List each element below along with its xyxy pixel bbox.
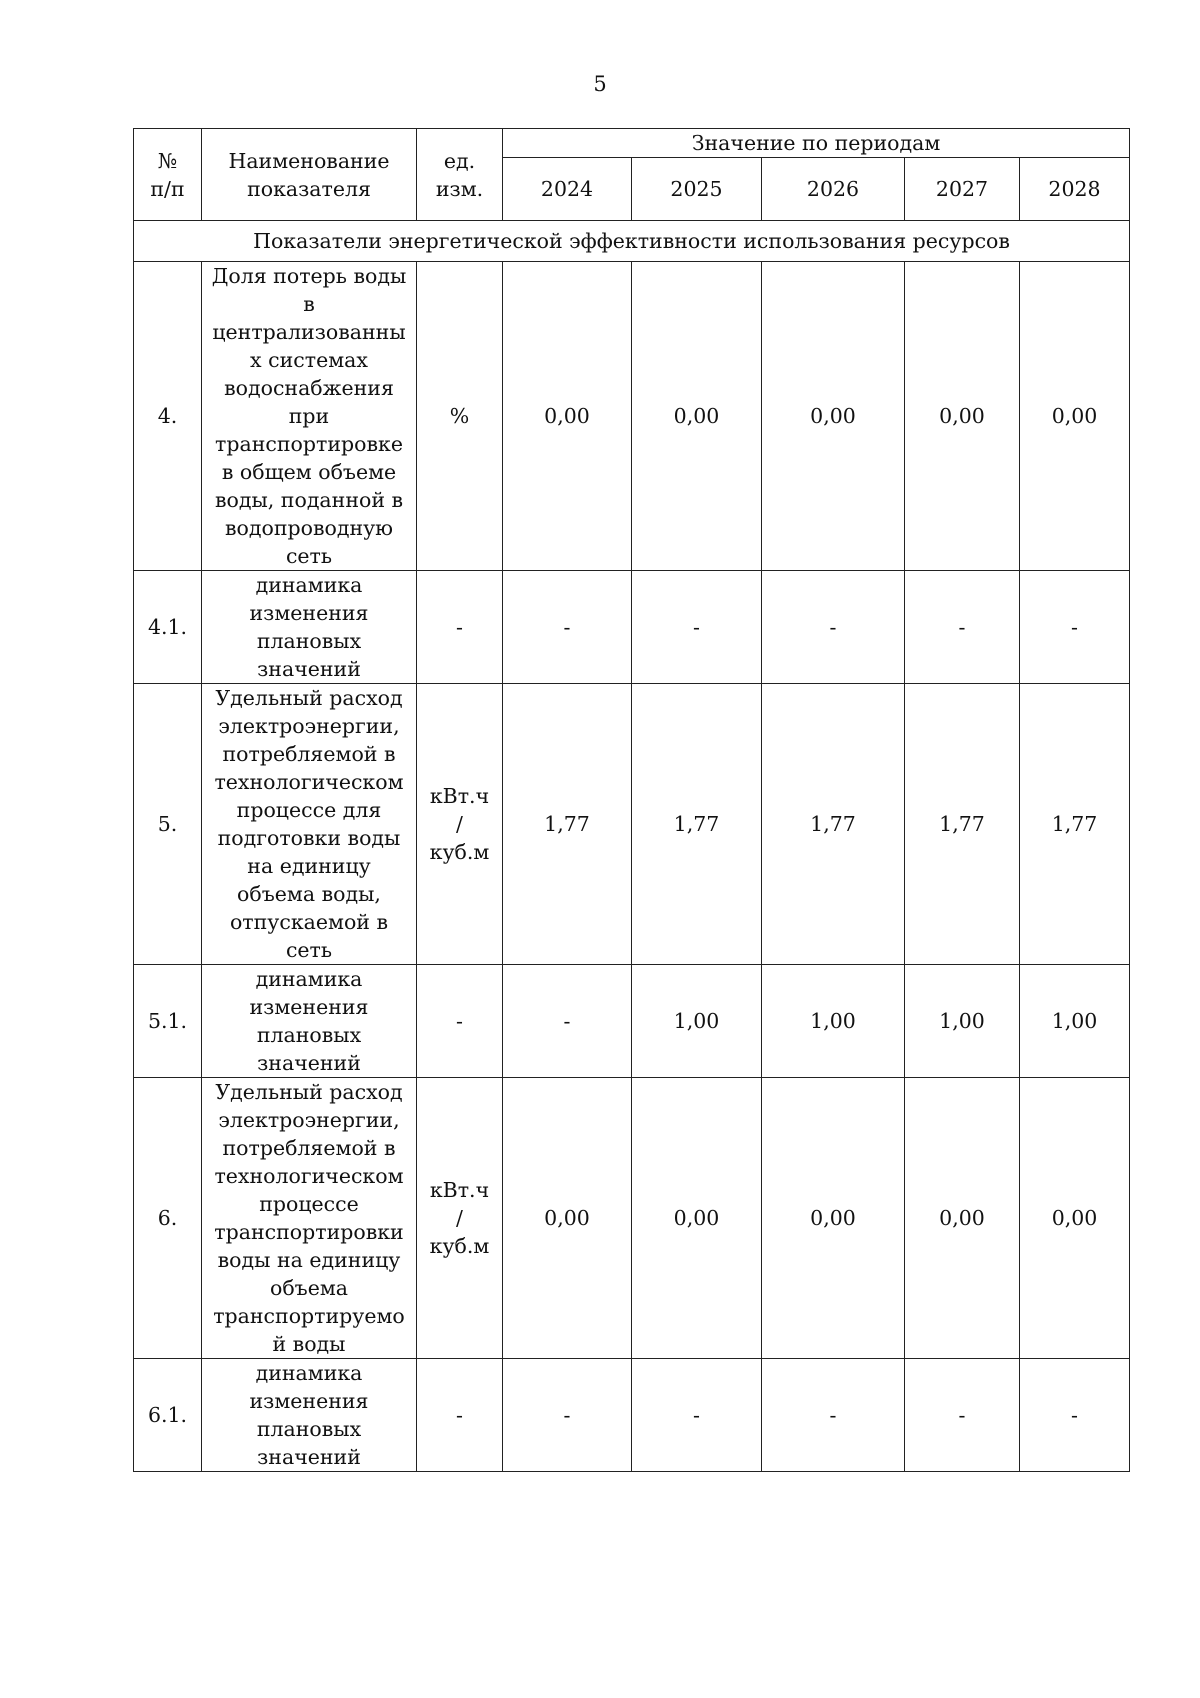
table-row <box>134 1359 1130 1472</box>
indicator-name-line: воды, поданной в <box>214 488 404 512</box>
header-year: 2025 <box>632 158 762 221</box>
value-cell: 0,00 <box>1020 1078 1130 1359</box>
header-year: 2027 <box>905 158 1020 221</box>
header-name-line1: Наименование <box>228 148 390 173</box>
indicator-name-line: й воды <box>272 1332 346 1356</box>
value-cell: 1,77 <box>503 684 632 965</box>
indicator-name-line: в общем объеме <box>221 460 397 484</box>
value-cell: - <box>632 571 762 684</box>
header-name <box>202 129 417 221</box>
unit-line: / <box>456 1206 463 1230</box>
section-title: Показатели энергетической эффективности использования ресурсов <box>134 221 1130 262</box>
indicator-name-line: объема воды, <box>237 882 381 906</box>
indicator-name-line: изменения <box>249 601 369 625</box>
indicator-name-line: динамика <box>255 1361 363 1385</box>
value-cell: - <box>762 1359 905 1472</box>
value-cell: 0,00 <box>503 262 632 571</box>
table-row <box>134 965 1130 1078</box>
indicator-name-line: плановых <box>256 1417 362 1441</box>
unit-cell <box>417 965 503 1078</box>
section-row <box>134 221 1130 262</box>
header-num <box>134 129 202 221</box>
unit-line: - <box>456 615 463 639</box>
unit-cell <box>417 571 503 684</box>
value-cell: 1,77 <box>1020 684 1130 965</box>
header-unit-line2: изм. <box>435 176 484 201</box>
value-cell: 1,77 <box>905 684 1020 965</box>
indicator-name-line: изменения <box>249 1389 369 1413</box>
indicator-name-line: процессе для <box>236 798 382 822</box>
unit-line: куб.м <box>429 840 490 864</box>
indicator-name-line: транспортировки <box>214 1220 404 1244</box>
indicators-table <box>133 128 1130 1472</box>
unit-line: - <box>456 1009 463 1033</box>
value-cell: 0,00 <box>905 262 1020 571</box>
indicator-name-line: водопроводную <box>224 516 394 540</box>
unit-cell <box>417 262 503 571</box>
value-cell: 0,00 <box>905 1078 1020 1359</box>
header-unit-line1: ед. <box>443 148 476 173</box>
header-name-line2: показателя <box>247 176 371 201</box>
value-cell: 0,00 <box>762 262 905 571</box>
indicator-name-line: потребляемой в <box>222 742 396 766</box>
indicator-name-line: х системах <box>250 348 368 372</box>
indicator-name-line: при <box>288 404 330 428</box>
value-cell: - <box>1020 1359 1130 1472</box>
indicator-name <box>202 684 417 965</box>
indicator-name <box>202 571 417 684</box>
value-cell: 1,00 <box>632 965 762 1078</box>
indicator-name-line: процессе <box>259 1192 359 1216</box>
indicator-name-line: динамика <box>255 573 363 597</box>
indicator-name-line: значений <box>257 657 361 681</box>
indicator-name-line: централизованны <box>212 320 406 344</box>
header-periods: Значение по периодам <box>503 129 1130 158</box>
indicator-name-line: подготовки воды <box>217 826 401 850</box>
value-cell: 0,00 <box>1020 262 1130 571</box>
indicator-name-line: потребляемой в <box>222 1136 396 1160</box>
table-row <box>134 262 1130 571</box>
unit-line: кВт.ч <box>429 1178 490 1202</box>
value-cell: 1,00 <box>1020 965 1130 1078</box>
row-number: 6.1. <box>134 1359 202 1472</box>
value-cell: 1,77 <box>632 684 762 965</box>
row-number: 5. <box>134 684 202 965</box>
row-number: 4. <box>134 262 202 571</box>
value-cell: 0,00 <box>762 1078 905 1359</box>
unit-line: кВт.ч <box>429 784 490 808</box>
value-cell: - <box>503 1359 632 1472</box>
value-cell: - <box>503 965 632 1078</box>
unit-line: / <box>456 812 463 836</box>
indicator-name-line: в <box>303 292 315 316</box>
unit-cell <box>417 1078 503 1359</box>
indicator-name <box>202 1359 417 1472</box>
indicator-name-line: динамика <box>255 967 363 991</box>
indicator-name <box>202 965 417 1078</box>
value-cell: - <box>762 571 905 684</box>
header-num-line1: № <box>157 148 178 173</box>
table-row <box>134 1078 1130 1359</box>
header-row-top <box>134 129 1130 158</box>
value-cell: 0,00 <box>632 262 762 571</box>
value-cell: 0,00 <box>632 1078 762 1359</box>
value-cell: 0,00 <box>503 1078 632 1359</box>
header-year: 2026 <box>762 158 905 221</box>
value-cell: 1,00 <box>905 965 1020 1078</box>
table-row <box>134 684 1130 965</box>
indicator-name-line: электроэнергии, <box>218 1108 400 1132</box>
indicator-name-line: транспортируемо <box>213 1304 405 1328</box>
table-row <box>134 571 1130 684</box>
indicator-name-line: объема <box>269 1276 349 1300</box>
indicator-name <box>202 262 417 571</box>
header-unit <box>417 129 503 221</box>
row-number: 6. <box>134 1078 202 1359</box>
indicator-name-line: изменения <box>249 995 369 1019</box>
page-number: 5 <box>593 72 607 96</box>
unit-line: куб.м <box>429 1234 490 1258</box>
header-num-line2: п/п <box>150 176 185 201</box>
value-cell: 1,77 <box>762 684 905 965</box>
unit-cell <box>417 1359 503 1472</box>
indicator-name-line: Удельный расход <box>215 1080 403 1104</box>
indicator-name-line: значений <box>257 1445 361 1469</box>
indicator-name-line: технологическом <box>214 1164 404 1188</box>
indicator-name-line: транспортировке <box>215 432 403 456</box>
indicator-name <box>202 1078 417 1359</box>
indicator-name-line: воды на единицу <box>217 1248 401 1272</box>
indicator-name-line: Удельный расход <box>215 686 403 710</box>
unit-cell <box>417 684 503 965</box>
value-cell: - <box>632 1359 762 1472</box>
indicator-name-line: отпускаемой в <box>229 910 389 934</box>
indicator-name-line: значений <box>257 1051 361 1075</box>
row-number: 4.1. <box>134 571 202 684</box>
value-cell: - <box>905 1359 1020 1472</box>
value-cell: - <box>905 571 1020 684</box>
header-year: 2024 <box>503 158 632 221</box>
value-cell: 1,00 <box>762 965 905 1078</box>
indicator-name-line: технологическом <box>214 770 404 794</box>
header-year: 2028 <box>1020 158 1130 221</box>
unit-line: - <box>456 1403 463 1427</box>
value-cell: - <box>503 571 632 684</box>
value-cell: - <box>1020 571 1130 684</box>
indicator-name-line: на единицу <box>247 854 371 878</box>
indicator-name-line: плановых <box>256 1023 362 1047</box>
unit-line: % <box>449 404 470 428</box>
indicator-name-line: водоснабжения <box>224 376 394 400</box>
indicator-name-line: Доля потерь воды <box>211 264 407 288</box>
indicator-name-line: сеть <box>285 938 333 962</box>
row-number: 5.1. <box>134 965 202 1078</box>
indicator-name-line: сеть <box>285 544 333 568</box>
indicator-name-line: плановых <box>256 629 362 653</box>
indicator-name-line: электроэнергии, <box>218 714 400 738</box>
